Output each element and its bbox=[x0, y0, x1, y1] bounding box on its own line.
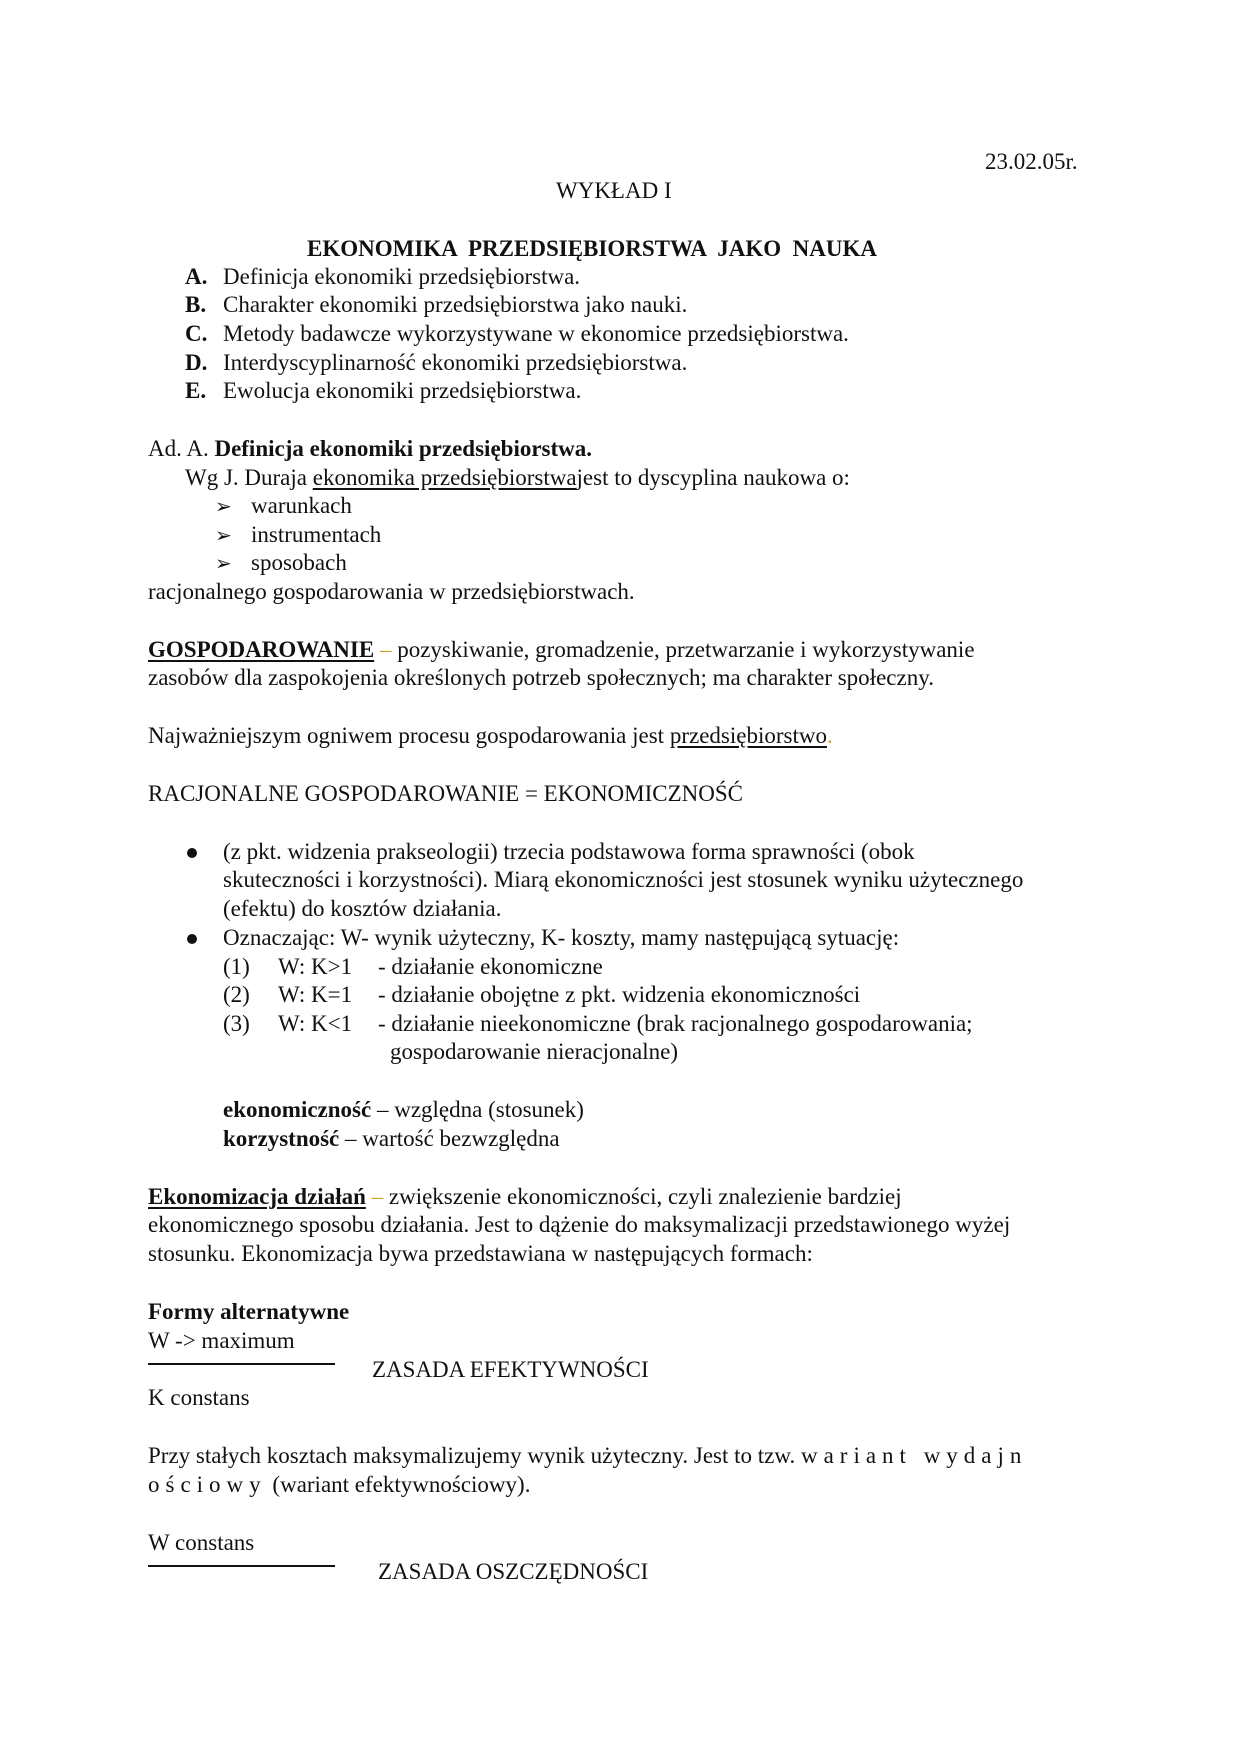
case-row-cont: gospodarowanie nieracjonalne) bbox=[390, 1039, 679, 1064]
ekonomizacja-definition-cont: stosunku. Ekonomizacja bywa przedstawiana w następujących formach: bbox=[148, 1241, 813, 1266]
gospodarowanie-definition-cont: zasobów dla zaspokojenia określonych potrzeb społecznych; ma charakter społeczny. bbox=[148, 665, 934, 690]
arrow-bullet-icon: ➢ bbox=[215, 525, 232, 547]
bullet-icon bbox=[187, 934, 197, 944]
document-title: EKONOMIKA PRZEDSIĘBIORSTWA JAKO NAUKA bbox=[307, 236, 877, 261]
list-item: ➢ sposobach bbox=[215, 549, 347, 578]
formula-numerator: W -> maximum bbox=[148, 1328, 295, 1353]
section-a-closing: racjonalnego gospodarowania w przedsiębiorstwach. bbox=[148, 579, 635, 604]
formy-heading: Formy alternatywne bbox=[148, 1299, 350, 1324]
gospodarowanie-definition: GOSPODAROWANIE – pozyskiwanie, gromadzenie, przetwarzanie i wykorzystywanie bbox=[148, 637, 975, 662]
bullet-text: Oznaczając: W- wynik użyteczny, K- koszty, mamy następującą sytuację: bbox=[223, 925, 900, 950]
outline-item: A. Definicja ekonomiki przedsiębiorstwa. bbox=[185, 264, 581, 289]
case-row: (1) W: K>1 - działanie ekonomiczne bbox=[223, 954, 603, 979]
principle-label: ZASADA OSZCZĘDNOŚCI bbox=[378, 1559, 649, 1584]
najwazniejszym-sentence: Najważniejszym ogniwem procesu gospodarowania jest przedsiębiorstwo. bbox=[148, 723, 833, 748]
section-a-heading: Ad. A. Definicja ekonomiki przedsiębiorstwa. bbox=[148, 436, 593, 461]
principle-label: ZASADA EFEKTYWNOŚCI bbox=[372, 1357, 649, 1382]
ekonomizacja-definition: Ekonomizacja działań – zwiększenie ekonomiczności, czyli znalezienie bardziej bbox=[148, 1184, 902, 1209]
fraction-rule bbox=[148, 1565, 335, 1567]
definition-korzystnosc: korzystność – wartość bezwzględna bbox=[223, 1126, 560, 1151]
bullet-text: (z pkt. widzenia prakseologii) trzecia podstawowa forma sprawności (obok bbox=[223, 839, 915, 864]
date: 23.02.05r. bbox=[985, 149, 1078, 174]
list-item: ➢ warunkach bbox=[215, 492, 352, 521]
section-a-intro: Wg J. Duraja ekonomika przedsiębiorstwajest to dyscyplina naukowa o: bbox=[185, 465, 850, 490]
lecture-label: WYKŁAD I bbox=[556, 178, 672, 203]
formula-description: Przy stałych kosztach maksymalizujemy wynik użyteczny. Jest to tzw. wariant wydajn bbox=[148, 1443, 1028, 1468]
formula-numerator: W constans bbox=[148, 1530, 255, 1555]
formula-denominator: K constans bbox=[148, 1385, 250, 1410]
ekonomizacja-definition-cont: ekonomicznego sposobu działania. Jest to dążenie do maksymalizacji przedstawionego wyżej bbox=[148, 1212, 1011, 1237]
definition-ekonomicznosc: ekonomiczność – względna (stosunek) bbox=[223, 1097, 584, 1122]
outline-item: D. Interdyscyplinarność ekonomiki przedsiębiorstwa. bbox=[185, 350, 688, 375]
formula-description-cont: ościowy (wariant efektywnościowy). bbox=[148, 1472, 531, 1497]
outline-item: E. Ewolucja ekonomiki przedsiębiorstwa. bbox=[185, 378, 582, 403]
bullet-text: (efektu) do kosztów działania. bbox=[223, 896, 502, 921]
outline-item: B. Charakter ekonomiki przedsiębiorstwa jako nauki. bbox=[185, 292, 688, 317]
case-row: (2) W: K=1 - działanie obojętne z pkt. widzenia ekonomiczności bbox=[223, 982, 861, 1007]
case-row: (3) W: K<1 - działanie nieekonomiczne (brak racjonalnego gospodarowania; bbox=[223, 1011, 973, 1036]
bullet-text: skuteczności i korzystności). Miarą ekonomiczności jest stosunek wyniku użytecznego bbox=[223, 867, 1024, 892]
arrow-bullet-icon: ➢ bbox=[215, 553, 232, 575]
list-item: ➢ instrumentach bbox=[215, 521, 381, 550]
fraction-rule bbox=[148, 1363, 335, 1365]
arrow-bullet-icon: ➢ bbox=[215, 496, 232, 518]
outline-item: C. Metody badawcze wykorzystywane w ekonomice przedsiębiorstwa. bbox=[185, 321, 849, 346]
equation: RACJONALNE GOSPODAROWANIE = EKONOMICZNOŚĆ bbox=[148, 781, 744, 806]
bullet-icon bbox=[187, 848, 197, 858]
